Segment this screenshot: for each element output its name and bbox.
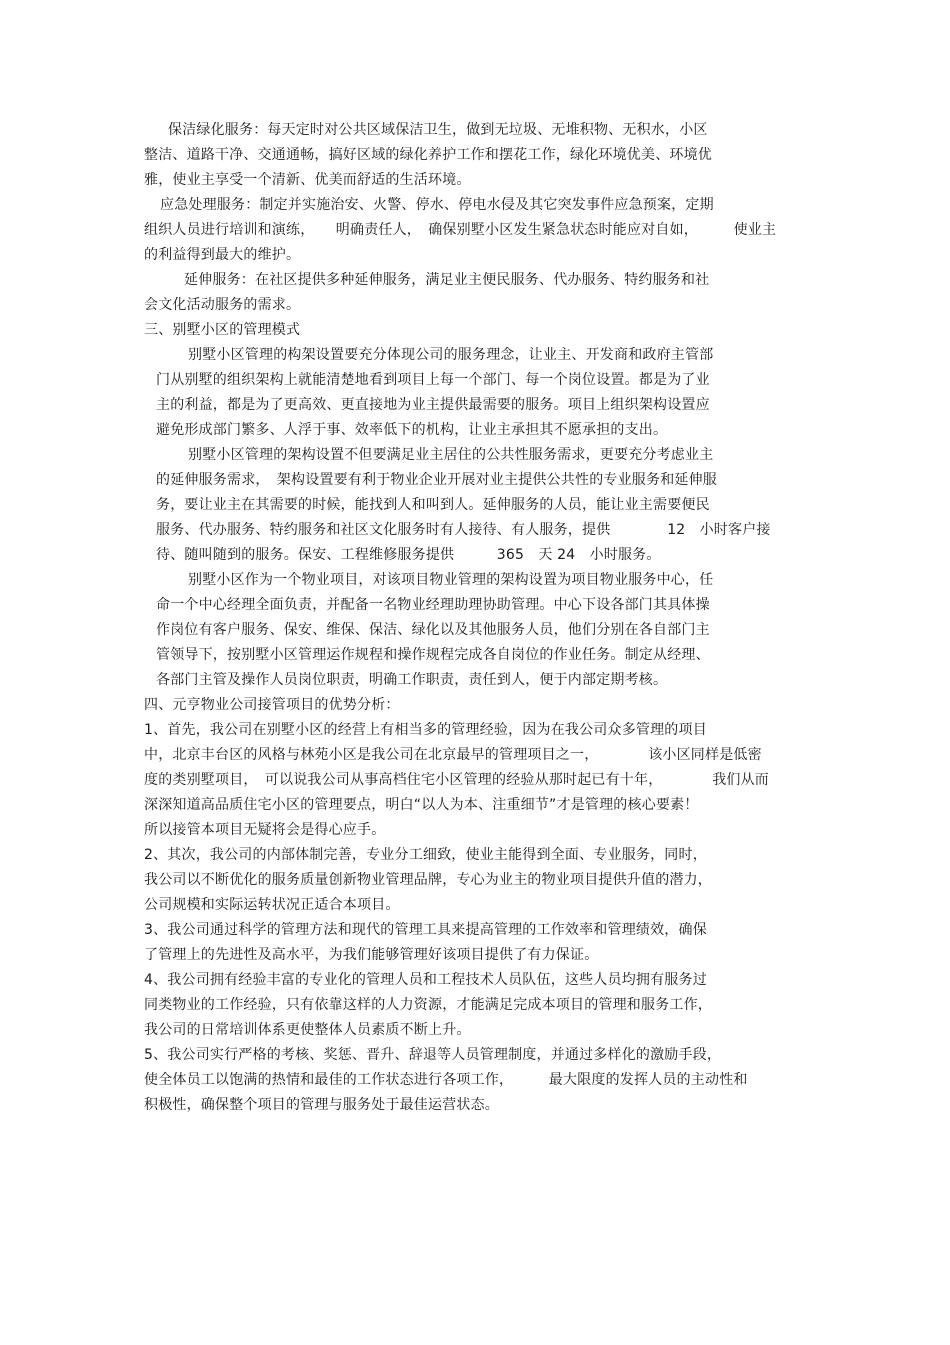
text-line: 公司规模和实际运转状况正适合本项目。: [144, 897, 400, 913]
text-line: 3、我公司通过科学的管理方法和现代的管理工具来提高管理的工作效率和管理绩效，确保: [144, 922, 707, 938]
text-line: 2、其次，我公司的内部体制完善，专业分工细致，使业主能得到全面、专业服务，同时，: [144, 847, 707, 863]
text-line: 积极性，确保整个项目的管理与服务处于最佳运营状态。: [144, 1097, 499, 1113]
text-line: 的延伸服务需求， 架构设置要有利于物业企业开展对业主提供公共性的专业服务和延伸服: [156, 472, 717, 488]
section-heading: 四、元亨物业公司接管项目的优势分析：: [144, 697, 400, 713]
text-line: 整洁、道路干净、交通通畅，搞好区域的绿化养护工作和摆花工作，绿化环境优美、环境优: [144, 147, 712, 163]
text-line: 作岗位有客户服务、保安、维保、保洁、绿化以及其他服务人员，他们分别在各自部门主: [156, 622, 710, 638]
text-line: 别墅小区管理的架构设置不但要满足业主居住的公共性服务需求，更要充分考虑业主: [188, 447, 714, 463]
text-line: 组织人员进行培训和演练， 明确责任人， 确保别墅小区发生紧急状态时能应对自如， 使业主: [144, 222, 777, 238]
text-line: 使全体员工以饱满的热情和最佳的工作状态进行各项工作， 最大限度的发挥人员的主动性和: [144, 1072, 748, 1088]
text-line: 避免形成部门繁多、人浮于事、效率低下的机构，让业主承担其不愿承担的支出。: [156, 422, 668, 438]
text-line: 同类物业的工作经验，只有依靠这样的人力资源，才能满足完成本项目的管理和服务工作，: [144, 997, 712, 1013]
text-line: 度的类别墅项目， 可以说我公司从事高档住宅小区管理的经验从那时起已有十年， 我们从而: [144, 772, 769, 788]
section-heading: 三、别墅小区的管理模式: [144, 322, 301, 338]
text-line: 服务、代办服务、特约服务和社区文化服务时有人接待、有人服务，提供 12 小时客户接: [156, 522, 771, 538]
text-line: 1、首先，我公司在别墅小区的经营上有相当多的管理经验，因为在我公司众多管理的项目: [144, 722, 707, 738]
text-line: 会文化活动服务的需求。: [144, 297, 301, 313]
text-line: 的利益得到最大的维护。: [144, 247, 301, 263]
text-line: 保洁绿化服务：每天定时对公共区域保洁卫生，做到无垃圾、无堆积物、无积水，小区: [168, 122, 708, 138]
text-line: 务，要让业主在其需要的时候，能找到人和叫到人。延伸服务的人员，能让业主需要便民: [156, 497, 710, 513]
text-line: 应急处理服务：制定并实施治安、火警、停水、停电水侵及其它突发事件应急预案，定期: [160, 197, 714, 213]
text-line: 中，北京丰台区的风格与林苑小区是我公司在北京最早的管理项目之一， 该小区同样是低密: [144, 747, 762, 763]
text-line: 管领导下，按别墅小区管理运作规程和操作规程完成各自岗位的作业任务。制定从经理、: [156, 647, 710, 663]
text-line: 我公司的日常培训体系更使整体人员素质不断上升。: [144, 1022, 471, 1038]
text-line: 待、随叫随到的服务。保安、工程维修服务提供 365 天 24 小时服务。: [156, 547, 661, 563]
text-line: 了管理上的先进性及高水平，为我们能够管理好该项目提供了有力保证。: [144, 947, 599, 963]
text-line: 门从别墅的组织架构上就能清楚地看到项目上每一个部门、每一个岗位设置。都是为了业: [156, 372, 710, 388]
text-line: 5、我公司实行严格的考核、奖惩、晋升、辞退等人员管理制度，并通过多样化的激励手段，: [144, 1047, 722, 1063]
text-line: 别墅小区作为一个物业项目，对该项目物业管理的架构设置为项目物业服务中心，任: [188, 572, 714, 588]
text-line: 4、我公司拥有经验丰富的专业化的管理人员和工程技术人员队伍，这些人员均拥有服务过: [144, 972, 707, 988]
text-line: 各部门主管及操作人员岗位职责，明确工作职责，责任到人，便于内部定期考核。: [156, 672, 668, 688]
text-line: 命一个中心经理全面负责，并配备一名物业经理助理协助管理。中心下设各部门其具体操: [156, 597, 710, 613]
text-line: 别墅小区管理的构架设置要充分体现公司的服务理念，让业主、开发商和政府主管部: [188, 347, 714, 363]
text-line: 深深知道高品质住宅小区的管理要点，明白“以人为本、注重细节”才是管理的核心要素！: [144, 797, 699, 813]
text-line: 主的利益，都是为了更高效、更直接地为业主提供最需要的服务。项目上组织架构设置应: [156, 397, 710, 413]
text-line: 我公司以不断优化的服务质量创新物业管理品牌，专心为业主的物业项目提供升值的潜力，: [144, 872, 712, 888]
text-line: 延伸服务：在社区提供多种延伸服务，满足业主便民服务、代办服务、特约服务和社: [184, 272, 710, 288]
text-line: 雅，使业主享受一个清新、优美而舒适的生活环境。: [144, 172, 471, 188]
text-line: 所以接管本项目无疑将会是得心应手。: [144, 822, 386, 838]
